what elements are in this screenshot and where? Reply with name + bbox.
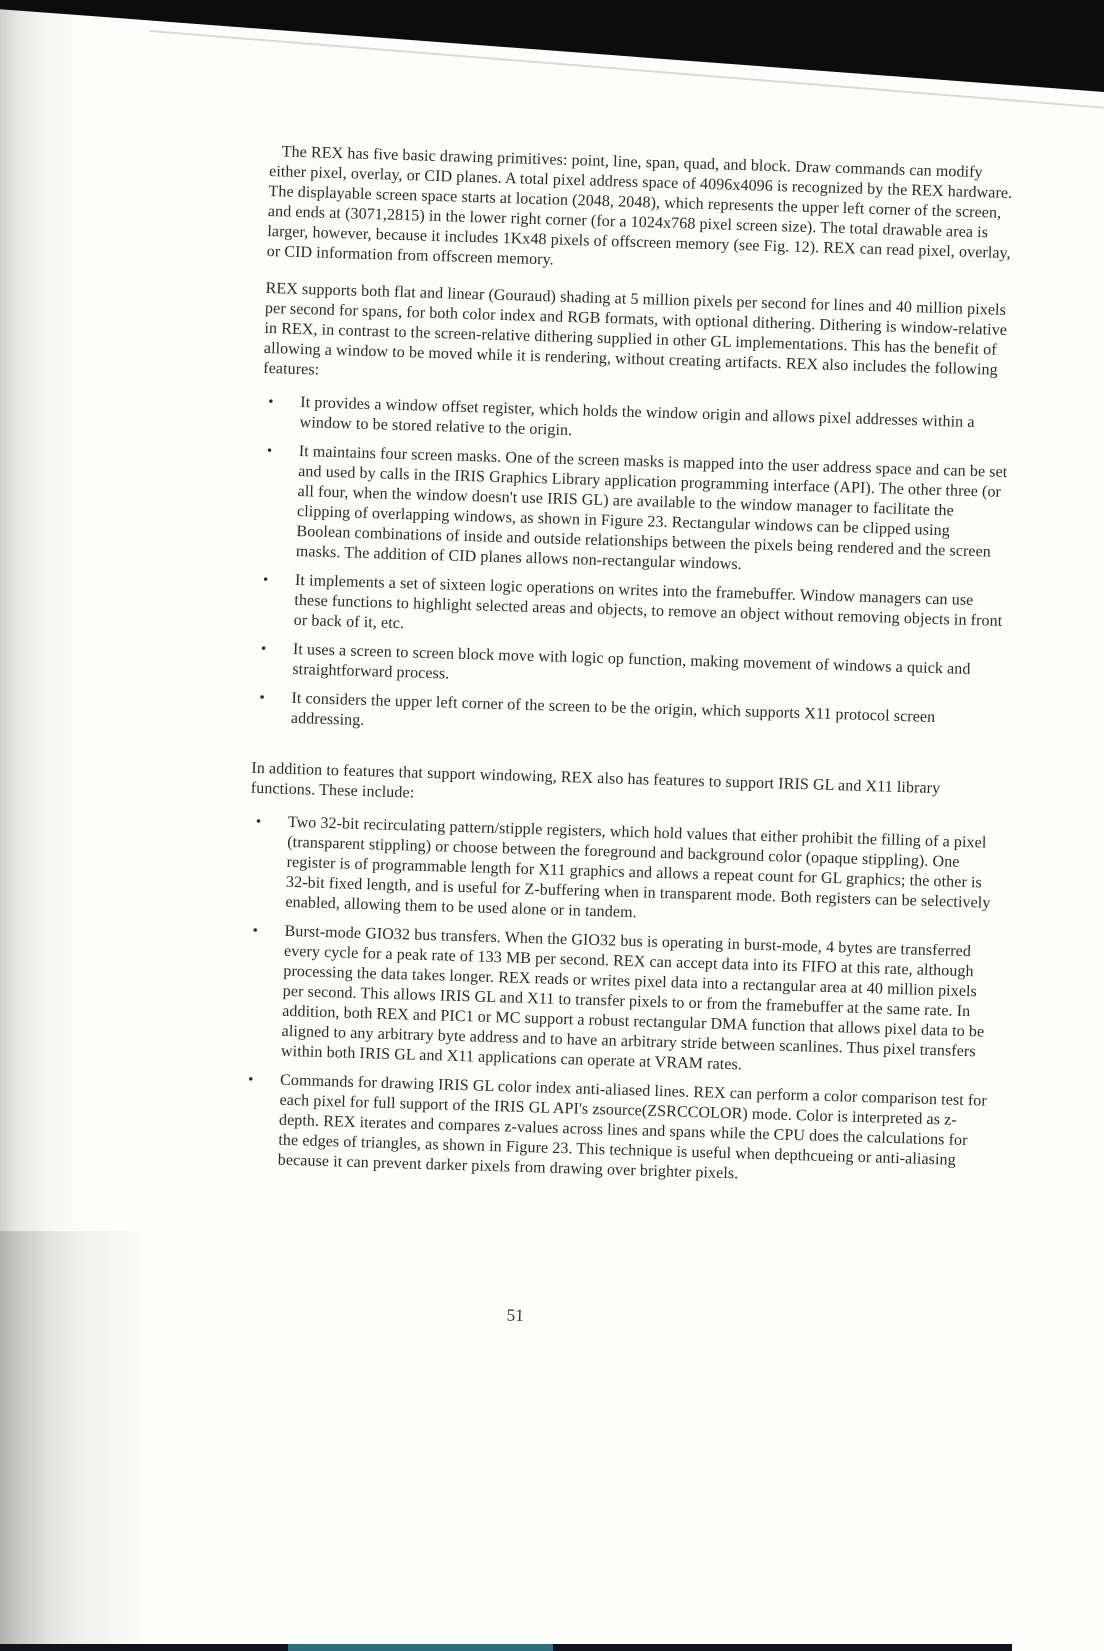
bullet-icon: • <box>255 813 262 831</box>
list-item <box>247 812 998 934</box>
page-text-block <box>235 142 1018 1340</box>
page-gutter-shadow-bottom <box>0 1231 150 1651</box>
list-item-text: It implements a set of sixteen logic operations on writes into the framebuffer. Window managers can use these functions to highlight selected areas and objects, to remove an object without removing objects in front or back of it, etc. <box>293 571 1003 633</box>
paragraph-drawing-primitives: The REX has five basic drawing primitives: point, line, span, quad, and block. Draw commands can modify either pixel, overlay, or CID planes. A total pixel address space of 4096x4096 is recognized by the REX hardware. The displayable screen space starts at location (2048, 2048), which represents the upper left corner of the screen, and ends at (3071,2815) in the lower right corner (for a 1024x768 pixel screen size). The total drawable area is larger, however, because it includes 1Kx48 pixels of offscreen memory (see Fig. 12). REX can read pixel, overlay, or CID information from offscreen memory. <box>266 143 1013 269</box>
bullet-icon: • <box>266 443 273 460</box>
list-item <box>240 1070 991 1192</box>
list-item-text: It uses a screen to screen block move with logic op function, making movement of windows a quick and straightforward process. <box>292 640 971 683</box>
list-item-text: It considers the upper left corner of the screen to be the origin, which supports X11 protocol screen addressing. <box>290 689 936 730</box>
bullet-icon: • <box>247 1071 254 1088</box>
list-item <box>243 921 995 1083</box>
list-item-text: It provides a window offset register, which holds the window origin and allows pixel addresses within a window to be stored relative to the origin. <box>299 394 975 440</box>
scan-artifact-teal-segment <box>288 1644 553 1651</box>
includes-list <box>240 812 998 1192</box>
list-item-text: It maintains four screen masks. One of the screen masks is mapped into the user address space and can be set and used by calls in the IRIS Graphics Library application programming interface (API). The other three (or all four, when the window doesn't use IRIS GL) are available to the window manager to facilitate the clipping of overlapping windows, as shown in Figure 23. Rectangular windows can be clipped using Boolean combinations of inside and outside relationships between the pixels being rendered and the screen masks. The addition of CID planes allows non-rectangular windows. <box>295 442 1008 574</box>
paragraph-additional-features: In addition to features that support windowing, REX also has features to support IRIS GL and X11 library functions. These include: <box>250 759 941 802</box>
bullet-icon: • <box>260 640 267 658</box>
paragraph-shading: REX supports both flat and linear (Gouraud) shading at 5 million pixels per second for lines and 40 million pixels per second for spans, for both color index and RGB formats, with optional dithering. Dithering is window-relative in REX, in contrast to the screen-relative dithering supplied in other GL implementations. This has the benefit of allowing a window to be moved while it is rendering, without creating artifacts. REX also includes the following features: <box>263 279 1008 379</box>
list-item <box>256 570 1005 652</box>
bullet-icon: • <box>252 922 259 939</box>
list-item-text: Burst-mode GIO32 bus transfers. When the GIO32 bus is operating in burst-mode, 4 bytes are transferred every cycle for a peak rate of 133 MB per second. REX can accept data into its FIFO at this rate, although processing the data takes longer. REX reads or writes pixel data into a rectangular area at 40 million pixels per second. This allows IRIS GL and X11 to transfer pixels to or from the framebuffer at the same rate. In addition, both REX and PIC1 or MC support a robust rectangular DMA function that allows pixel data to be aligned to any arbitrary byte address and to have an arbitrary stride between scanlines. Thus pixel transfers within both IRIS GL and X11 applications can operate at VRAM rates. <box>280 922 985 1074</box>
bullet-icon: • <box>259 689 266 707</box>
list-item-text: Two 32-bit recirculating pattern/stipple registers, which hold values that either prohibit the filling of a pixel (transparent stippling) or choose between the foreground and background color (opaque stippling). One register is of programmable length for X11 graphics and allows a repeat count for GL graphics; the other is 32-bit fixed length, and is useful for Z-buffering when in transparent mode. Both registers can be selectively enabled, allowing them to be used alone or in tandem. <box>285 813 991 922</box>
features-list <box>253 392 1011 750</box>
bullet-icon: • <box>262 571 269 589</box>
list-item-text: Commands for drawing IRIS GL color index anti-aliased lines. REX can perform a color comparison test for each pixel for full support of the IRIS GL API's zsource(ZSRCCOLOR) mode. Color is interpreted as z-depth. REX iterates and compares z-values across lines and spans while the CPU does the calculations for the edges of triangles, as shown in Figure 23. This technique is useful when depthcueing or anti-aliasing because it can prevent darker pixels from drawing over brighter pixels. <box>277 1071 988 1183</box>
page-number: 51 <box>506 1305 525 1326</box>
scanner-bed-top-band <box>0 0 1104 92</box>
list-item <box>258 441 1009 583</box>
bullet-icon: • <box>268 394 274 411</box>
